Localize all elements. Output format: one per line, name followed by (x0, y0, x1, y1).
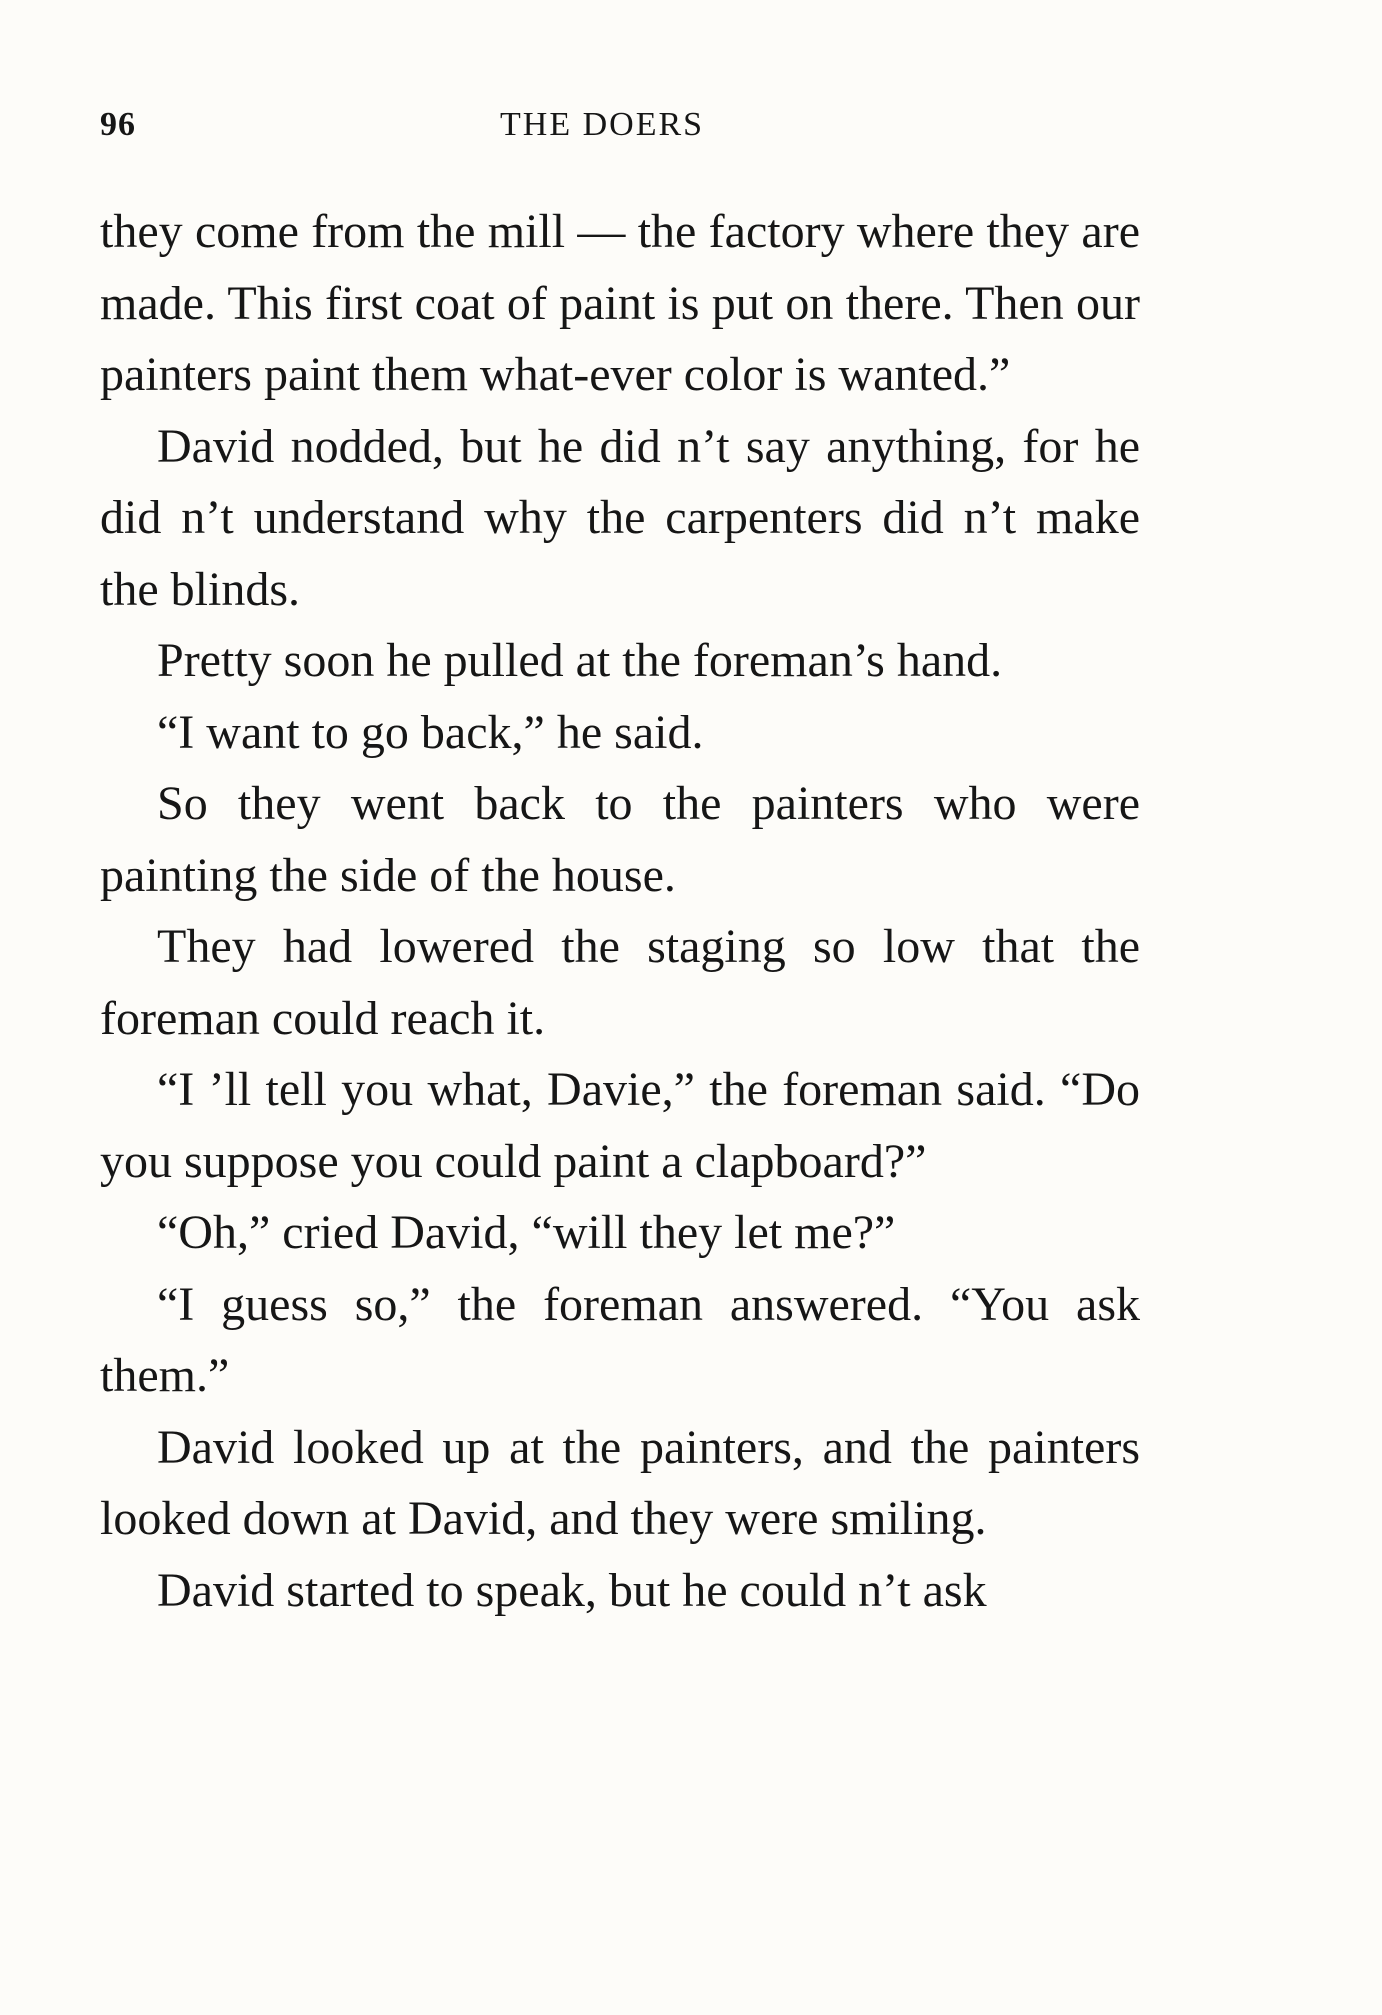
running-head (100, 106, 1140, 156)
paragraph: “Oh,” cried David, “will they let me?” (157, 1206, 896, 1259)
paragraph: “I want to go back,” he said. (157, 705, 704, 759)
paragraph: They had lowered the staging so low that the foreman could reach it. (100, 920, 1140, 1045)
paragraph: Pretty soon he pulled at the foreman’s hand. (157, 634, 1003, 687)
body-text (100, 196, 1140, 1626)
paragraph: they come from the mill — the factory where they are made. This first coat of paint is put on there. Then our painters paint them what-ever color is wanted.” (100, 205, 1140, 401)
paragraph: David started to speak, but he could n’t ask (157, 1563, 987, 1617)
paragraph: “I guess so,” the foreman answered. “You ask them.” (100, 1277, 1140, 1402)
paragraph: David nodded, but he did n’t say anything, for he did n’t understand why the carpenters did n’t make the blinds. (100, 419, 1140, 616)
paragraph: David looked up at the painters, and the painters looked down at David, and they were smiling. (100, 1420, 1140, 1545)
paragraph: So they went back to the painters who were painting the side of the house. (100, 777, 1140, 902)
paragraph: “I ’ll tell you what, Davie,” the foreman said. “Do you suppose you could paint a clapboard?” (100, 1063, 1140, 1188)
book-title: THE DOERS (500, 106, 705, 143)
page-number: 96 (100, 106, 136, 143)
